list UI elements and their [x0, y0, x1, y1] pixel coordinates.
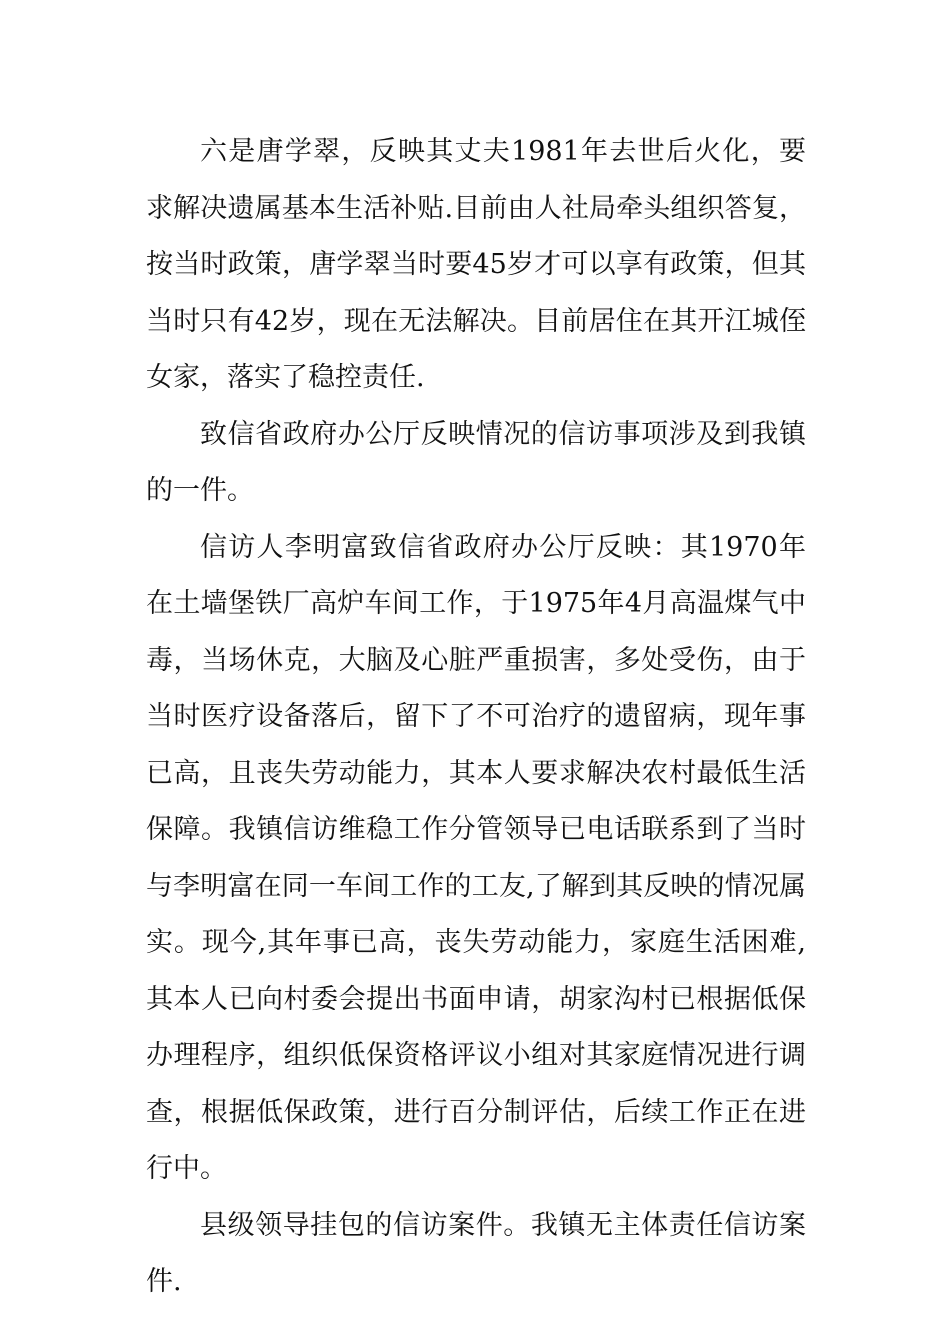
- document-body: [146, 124, 806, 1311]
- paragraph-county-leaders: 县级领导挂包的信访案件。我镇无主体责任信访案件.: [146, 1209, 806, 1297]
- paragraph-li-mingfu: 信访人李明富致信省政府办公厅反映：其1970年在土墙堡铁厂高炉车间工作，于1975年4月高温煤气中毒，当场休克，大脑及心脏严重损害，多处受伤，由于当时医疗设备落后，留下了不可治疗的遗留病，现年事已高，且丧失劳动能力，其本人要求解决农村最低生活保障。我镇信访维稳工作分管领导已电话联系到了当时与李明富在同一车间工作的工友,了解到其反映的情况属实。现今,其年事已高，丧失劳动能力，家庭生活困难,其本人已向村委会提出书面申请，胡家沟村已根据低保办理程序，组织低保资格评议小组对其家庭情况进行调查，根据低保政策，进行百分制评估，后续工作正在进行中。: [146, 531, 806, 1184]
- paragraph-provincial-letter: 致信省政府办公厅反映情况的信访事项涉及到我镇的一件。: [146, 418, 806, 506]
- paragraph-tang-xuecui: 六是唐学翠，反映其丈夫1981年去世后火化，要求解决遗属基本生活补贴.目前由人社局牵头组织答复，按当时政策，唐学翠当时要45岁才可以享有政策，但其当时只有42岁，现在无法解决。目前居住在其开江城侄女家，落实了稳控责任.: [146, 136, 806, 393]
